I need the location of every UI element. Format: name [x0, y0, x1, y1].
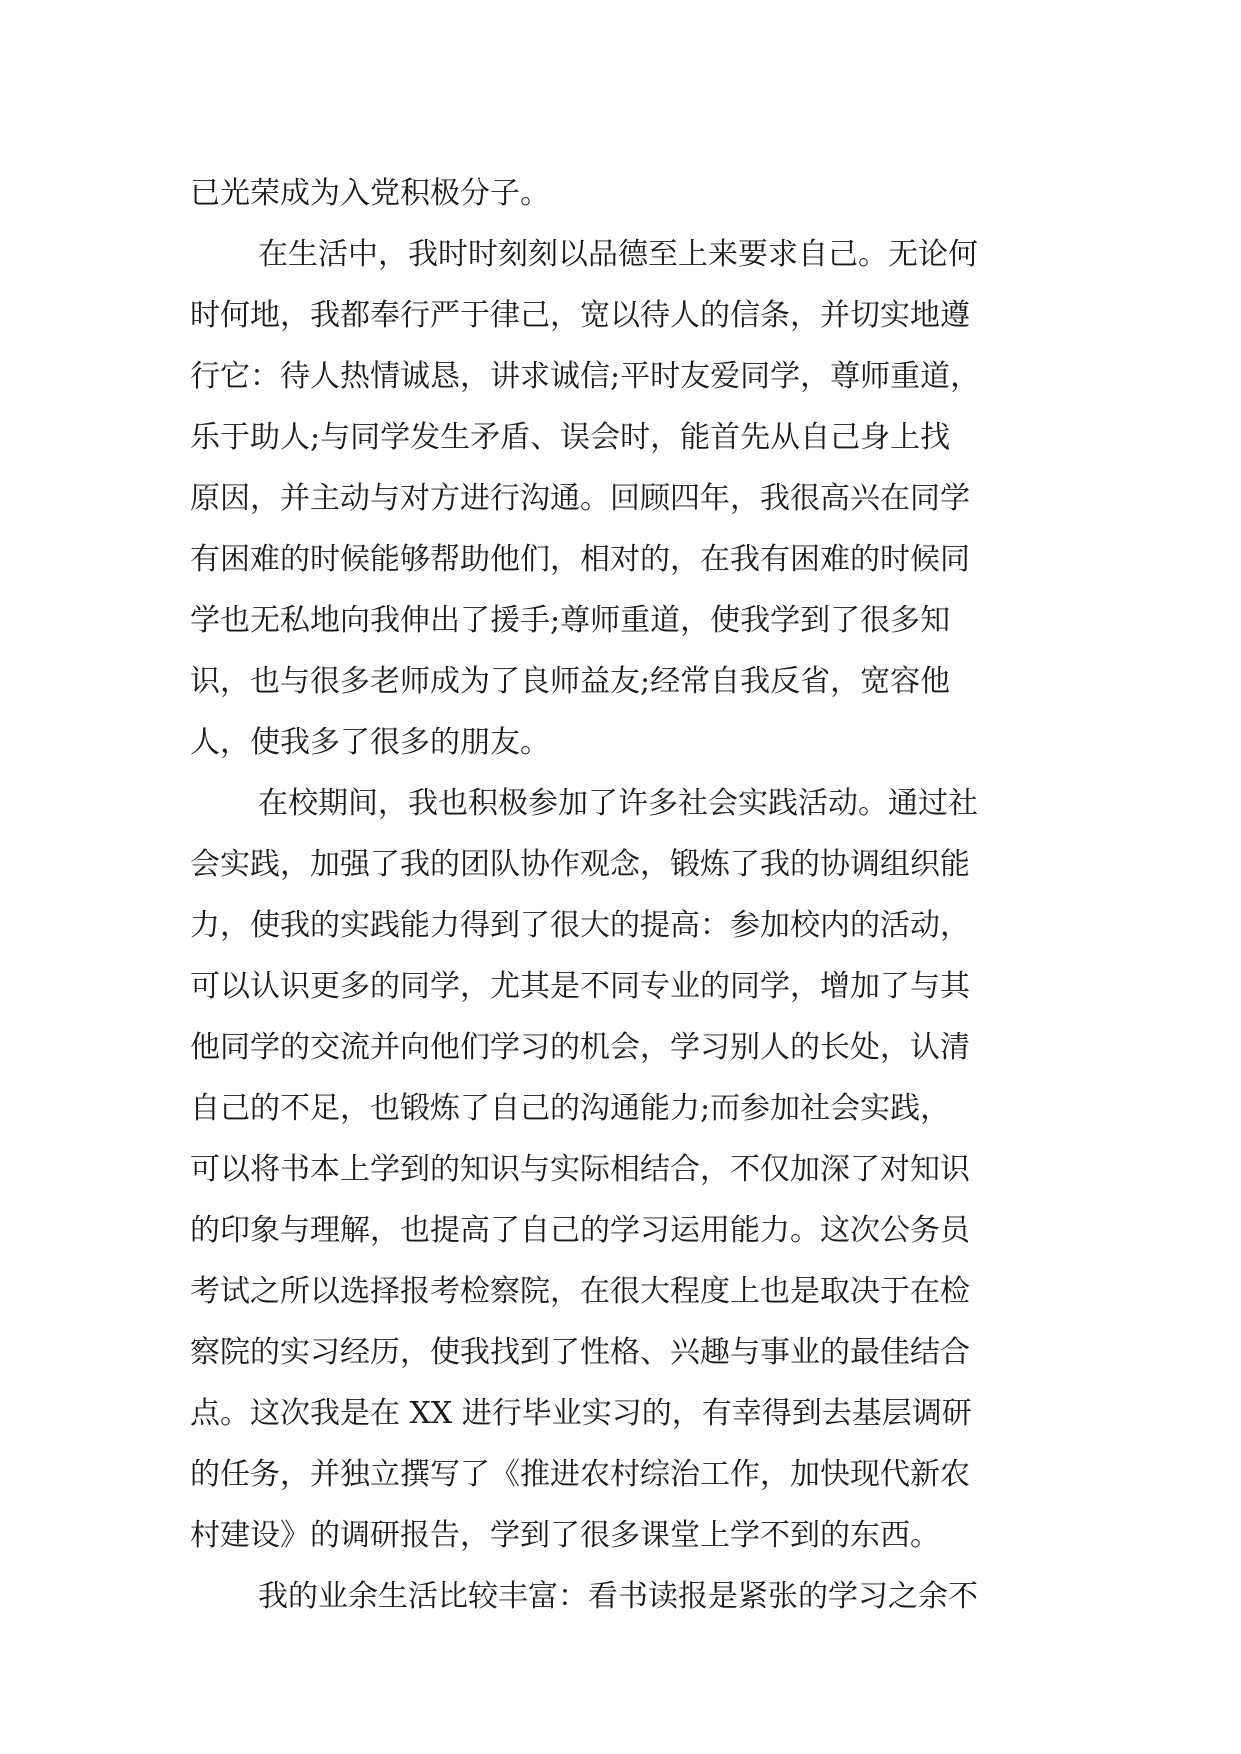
text-line: 可以将书本上学到的知识与实际相结合，不仅加深了对知识 [190, 1152, 970, 1187]
paragraph-start-line: 我的业余生活比较丰富：看书读报是紧张的学习之余不 [258, 1579, 978, 1614]
text-line: 察院的实习经历，使我找到了性格、兴趣与事业的最佳结合 [190, 1335, 970, 1370]
text-line: 识，也与很多老师成为了良师益友;经常自我反省，宽容他 [190, 664, 951, 699]
text-line: 考试之所以选择报考检察院，在很大程度上也是取决于在检 [190, 1274, 970, 1309]
text-line: 力，使我的实践能力得到了很大的提高：参加校内的活动， [190, 908, 970, 943]
text-line: 时何地，我都奉行严于律己，宽以待人的信条，并切实地遵 [190, 298, 970, 333]
text-line: 原因，并主动与对方进行沟通。回顾四年，我很高兴在同学 [190, 481, 970, 516]
body-text [190, 163, 1051, 1627]
text-line: 自己的不足，也锻炼了自己的沟通能力;而参加社会实践， [190, 1091, 951, 1126]
paragraph-start-line: 在校期间，我也积极参加了许多社会实践活动。通过社 [258, 786, 978, 821]
text-line: 有困难的时候能够帮助他们，相对的，在我有困难的时候同 [190, 542, 970, 577]
text-line: 学也无私地向我伸出了援手;尊师重道，使我学到了很多知 [190, 603, 951, 638]
text-line: 可以认识更多的同学，尤其是不同专业的同学，增加了与其 [190, 969, 970, 1004]
text-line: 已光荣成为入党积极分子。 [190, 176, 550, 211]
text-line: 的任务，并独立撰写了《推进农村综治工作，加快现代新农 [190, 1457, 970, 1492]
text-line: 人，使我多了很多的朋友。 [190, 725, 550, 760]
text-line: 他同学的交流并向他们学习的机会，学习别人的长处，认清 [190, 1030, 970, 1065]
text-line: 行它：待人热情诚恳，讲求诚信;平时友爱同学，尊师重道， [190, 359, 981, 394]
text-line: 点。这次我是在 XX 进行毕业实习的，有幸得到去基层调研 [190, 1396, 972, 1431]
text-line: 会实践，加强了我的团队协作观念，锻炼了我的协调组织能 [190, 847, 970, 882]
text-line: 村建设》的调研报告，学到了很多课堂上学不到的东西。 [190, 1518, 940, 1553]
paragraph-start-line: 在生活中，我时时刻刻以品德至上来要求自己。无论何 [258, 237, 978, 272]
text-line: 的印象与理解，也提高了自己的学习运用能力。这次公务员 [190, 1213, 970, 1248]
text-line: 乐于助人;与同学发生矛盾、误会时，能首先从自己身上找 [190, 420, 951, 455]
